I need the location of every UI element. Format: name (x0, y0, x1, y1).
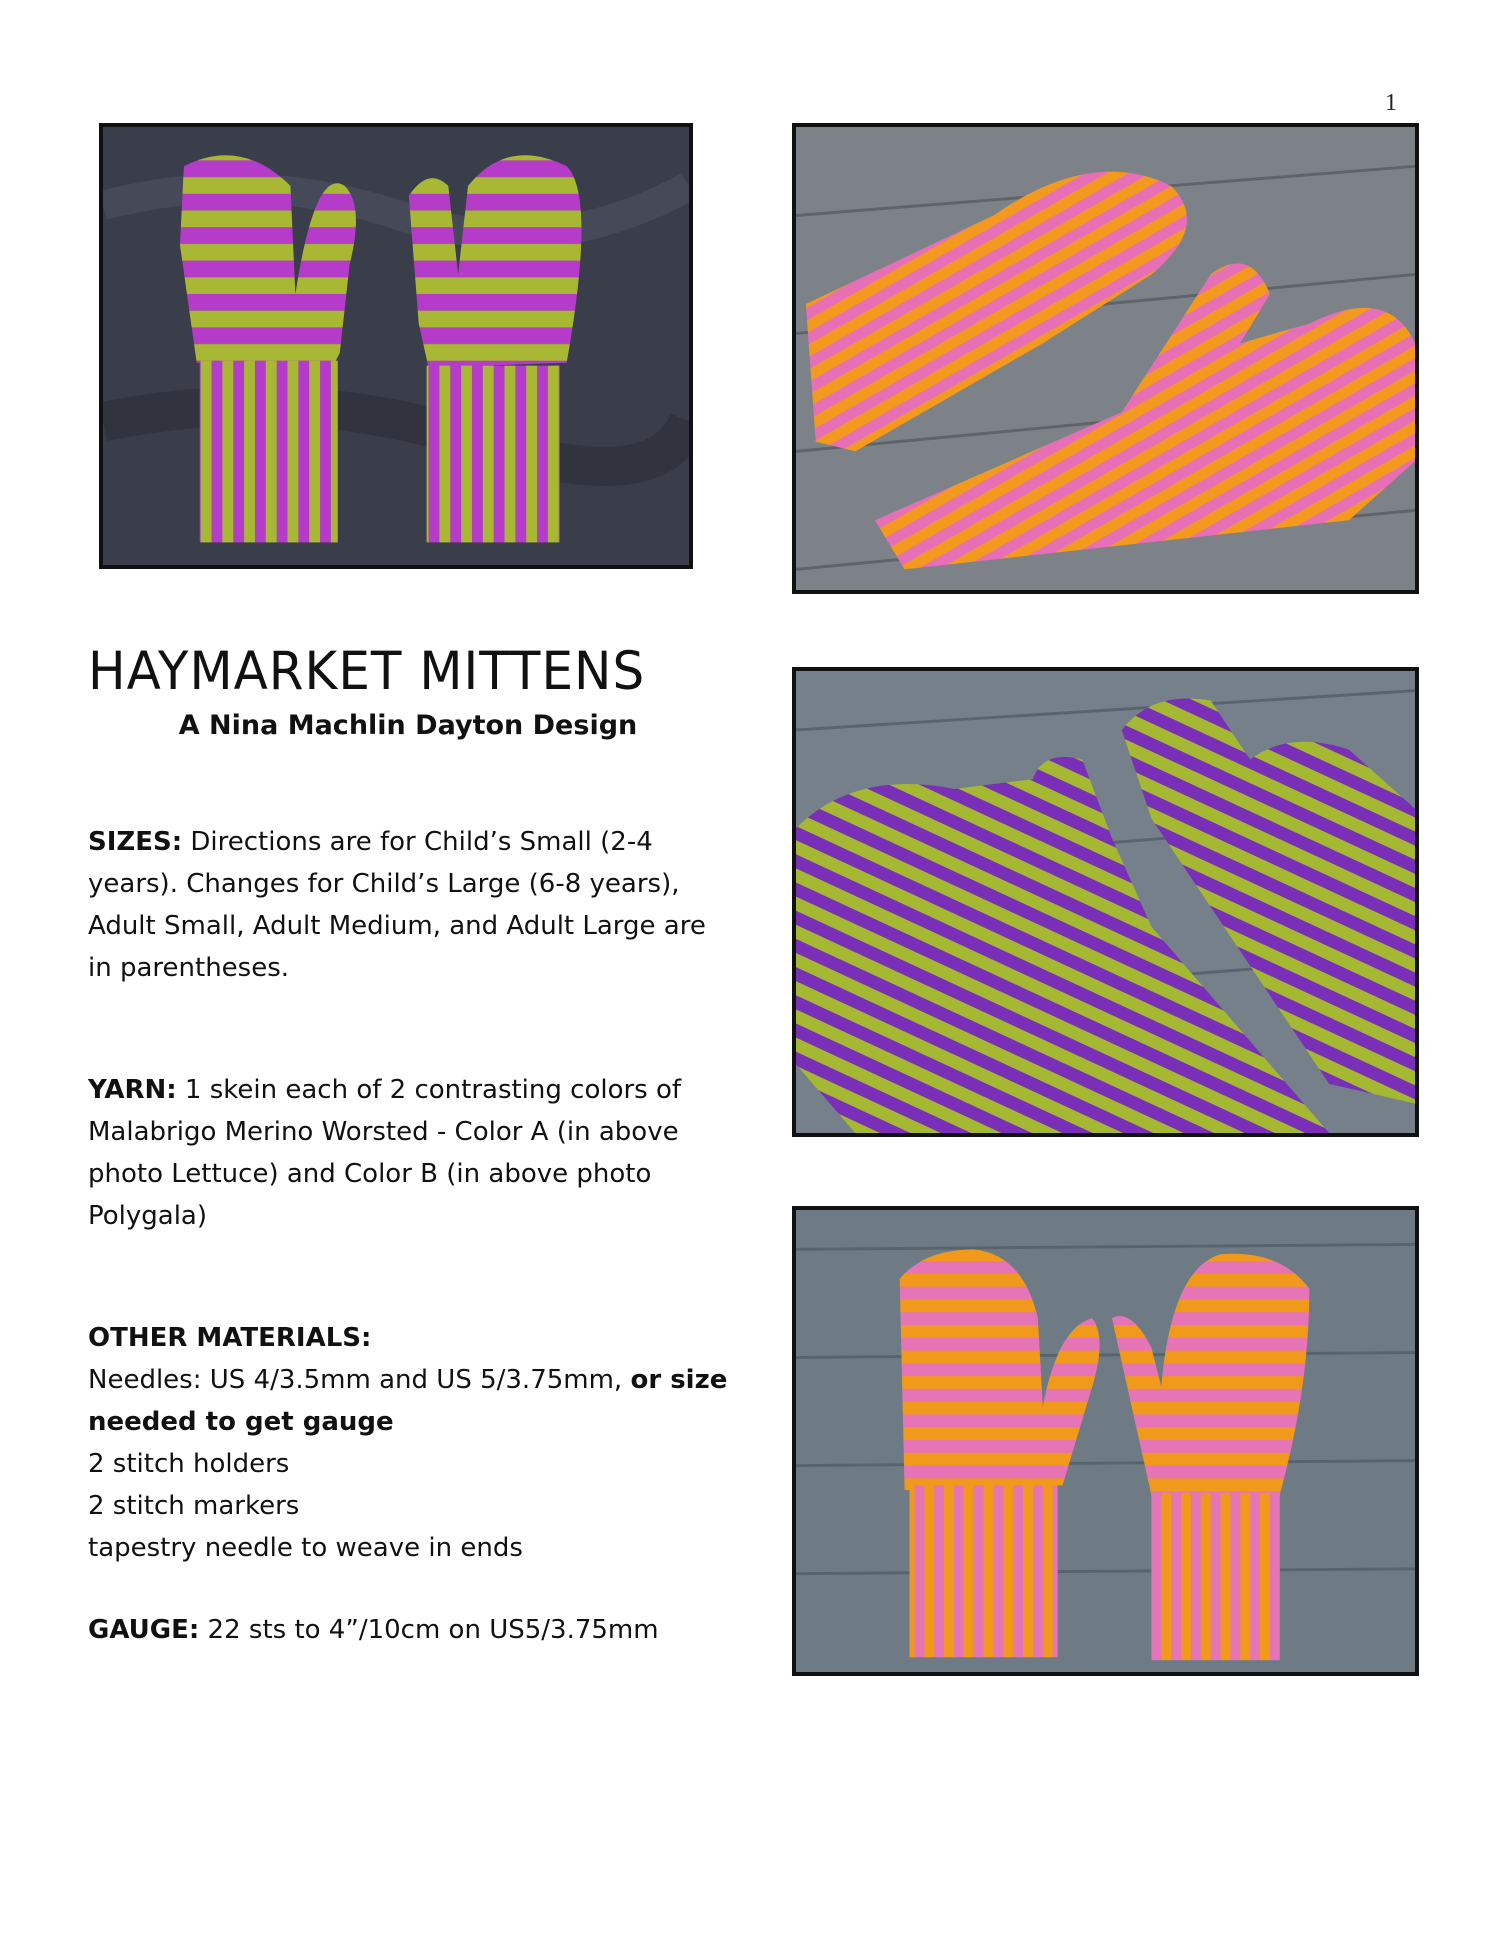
yarn-section (88, 1069, 728, 1237)
gauge-text: 22 sts to 4”/10cm on US5/3.75mm (199, 1615, 659, 1645)
mittens-pink-orange-flat-photo (792, 1206, 1419, 1676)
yarn-text: 1 skein each of 2 contrasting colors of Malabrigo Merino Worsted - Color A (in above photo Lettuce) and Color B (in above photo Polygala) (88, 1075, 682, 1231)
sizes-text: Directions are for Child’s Small (2-4 years). Changes for Child’s Large (6-8 years), Adult Small, Adult Medium, and Adult Large are in parentheses. (88, 827, 706, 983)
page-number: 1 (1385, 90, 1397, 116)
needles-line (88, 1359, 728, 1443)
materials-item: 2 stitch holders (88, 1449, 290, 1479)
needles-text: Needles: US 4/3.5mm and US 5/3.75mm, (88, 1365, 631, 1395)
sizes-section (88, 821, 728, 989)
mittens-orange-pink-photo (792, 123, 1419, 594)
materials-label: OTHER MATERIALS: (88, 1323, 372, 1353)
mittens-lettuce-polygala-photo (99, 123, 693, 569)
sizes-label: SIZES: (88, 827, 183, 857)
materials-section (88, 1317, 728, 1569)
gauge-section (88, 1609, 728, 1651)
mittens-green-purple-photo (792, 667, 1419, 1137)
needles-gauge-note: or size needed to get gauge (88, 1365, 728, 1437)
materials-item: 2 stitch markers (88, 1491, 300, 1521)
designer-subtitle: A Nina Machlin Dayton Design (178, 710, 638, 741)
materials-item: tapestry needle to weave in ends (88, 1533, 523, 1563)
gauge-label: GAUGE: (88, 1615, 200, 1645)
pattern-title: HAYMARKET MITTENS (88, 640, 646, 702)
yarn-label: YARN: (88, 1075, 177, 1105)
